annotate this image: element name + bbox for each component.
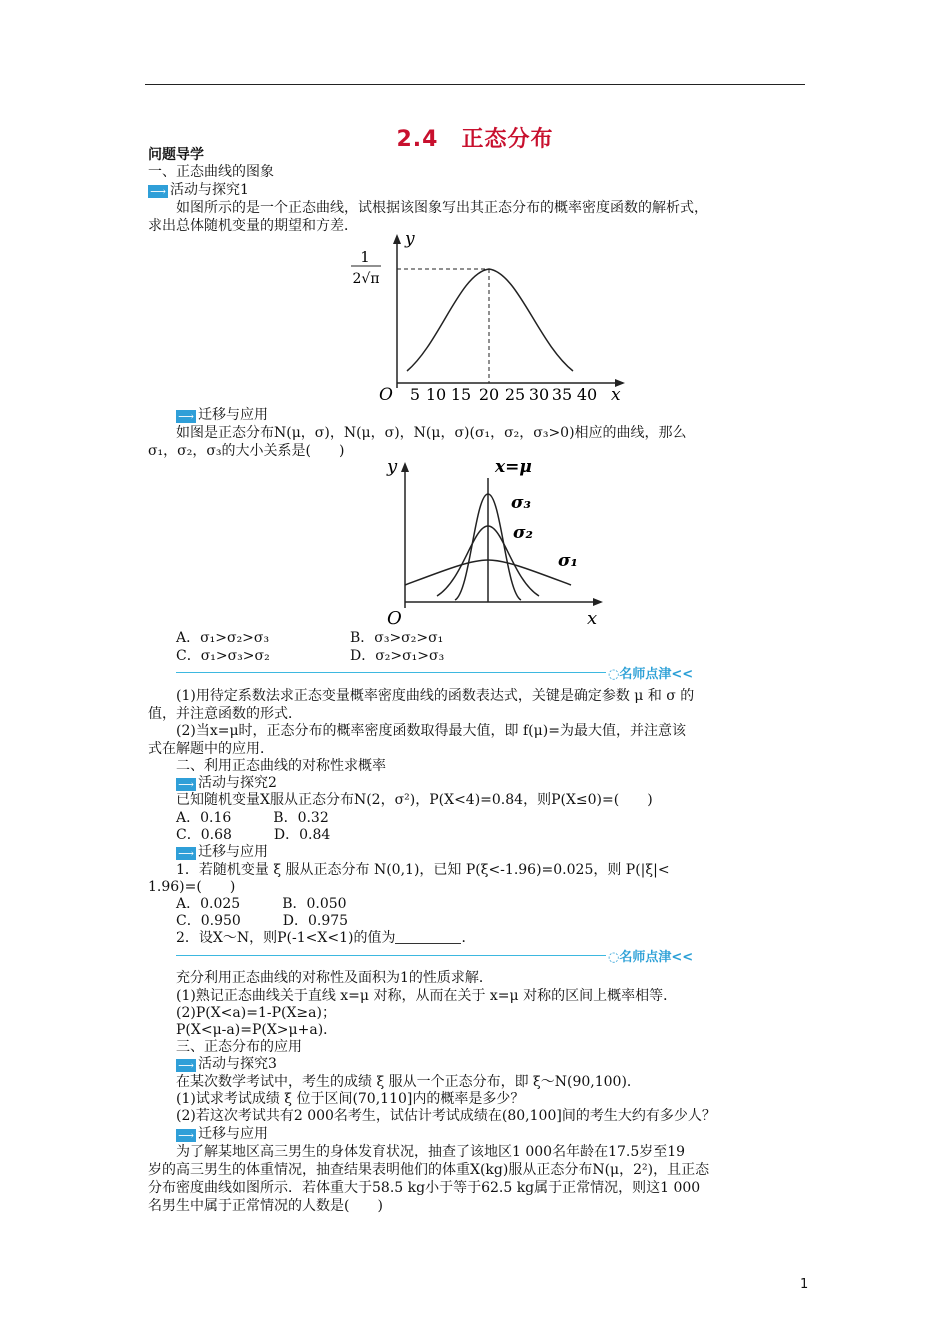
activity-label-2: ⟶ 活动与探究2 <box>176 774 277 792</box>
tick-30: 30 <box>528 385 550 404</box>
density-curve <box>407 269 573 371</box>
arrow-icon: ⟶ <box>176 1059 196 1072</box>
origin-label: O <box>387 608 402 629</box>
t1-option-c: C．σ₁>σ₃>σ₂ <box>176 648 270 664</box>
transfer-label-1: ⟶ 迁移与应用 <box>176 406 268 424</box>
y-axis-arrow-icon <box>393 234 401 244</box>
tip-banner-1 <box>176 666 706 680</box>
t2-line-1: 1．若随机变量 ξ 服从正态分布 N(0,1)，已知 P(ξ<-1.96)=0.025，则 P(|ξ|< <box>176 862 670 878</box>
origin-label: O <box>379 385 393 405</box>
tick-5: 5 <box>409 385 421 404</box>
y-axis-label: y <box>405 229 415 249</box>
transfer-label-2: ⟶ 迁移与应用 <box>176 843 268 861</box>
activity-label-1: ⟶ 活动与探究1 <box>148 181 249 199</box>
t2-line-3: 2．设X～N，则P(-1<X<1)的值为 ． <box>176 930 476 946</box>
tip-rule <box>176 955 606 956</box>
arrow-icon: ⟶ <box>176 410 196 423</box>
t3-line-3: 分布密度曲线如图所示．若体重大于58.5 kg小于等于62.5 kg属于正常情况，则这1 000 <box>148 1180 701 1196</box>
tip1-line-2: 值，并注意函数的形式． <box>148 706 302 722</box>
t1-option-d: D．σ₂>σ₁>σ₃ <box>350 648 445 664</box>
a2-options-cd: C．0.68 D．0.84 <box>176 827 331 843</box>
tick-20: 20 <box>478 385 500 404</box>
tip-label: ◌名师点津<< <box>608 950 694 965</box>
tip1-line-4: 式在解题中的应用． <box>148 741 274 757</box>
t1-line-2: σ₁，σ₂，σ₃的大小关系是( ) <box>148 443 345 459</box>
arrow-icon: ⟶ <box>176 778 196 791</box>
x-axis-label: x <box>587 608 598 629</box>
section-heading-1: 一、正态曲线的图象 <box>148 164 274 180</box>
peak-numerator: 1 <box>360 248 370 266</box>
sigma-2-label: σ₂ <box>513 523 533 543</box>
arrow-icon: ⟶ <box>176 1129 196 1142</box>
tick-10: 10 <box>425 385 447 404</box>
t2-options-cd: C．0.950 D．0.975 <box>176 913 349 929</box>
tick-40: 40 <box>576 385 598 404</box>
tick-25: 25 <box>504 385 526 404</box>
figure-three-curves <box>375 452 615 630</box>
peak-denominator: 2√π <box>352 271 380 287</box>
transfer-label-3: ⟶ 迁移与应用 <box>176 1125 268 1143</box>
a1-line-1: 如图所示的是一个正态曲线，试根据该图象写出其正态分布的概率密度函数的解析式， <box>176 200 708 216</box>
tip-banner-2 <box>176 949 706 963</box>
a2-options-ab: A．0.16 B．0.32 <box>176 810 329 826</box>
sigma-3-label: σ₃ <box>511 493 531 513</box>
tick-35: 35 <box>551 385 573 404</box>
tip2-line-2: (1)熟记正态曲线关于直线 x=μ 对称，从而在关于 x=μ 对称的区间上概率相等． <box>176 988 678 1004</box>
t3-line-2: 岁的高三男生的体重情况，抽查结果表明他们的体重X(kg)服从正态分布N(μ，2²)，且正态 <box>148 1162 710 1178</box>
tip2-line-1: 充分利用正态曲线的对称性及面积为1的性质求解． <box>176 970 493 986</box>
t3-line-4: 名男生中属于正常情况的人数是( ) <box>148 1198 383 1214</box>
tip1-line-1: (1)用待定系数法求正态变量概率密度曲线的函数表达式，关键是确定参数 μ 和 σ 的 <box>176 688 695 704</box>
tip-rule <box>176 672 606 673</box>
arrow-icon: ⟶ <box>176 847 196 860</box>
a2-line-1: 已知随机变量X服从正态分布N(2，σ²)，P(X<4)=0.84，则P(X≤0)=( ) <box>176 792 653 808</box>
tip-label: ◌名师点津<< <box>608 667 694 682</box>
a1-line-2: 求出总体随机变量的期望和方差． <box>148 218 358 234</box>
figure-normal-curve <box>345 228 635 408</box>
activity-label-3: ⟶ 活动与探究3 <box>176 1055 277 1073</box>
tip1-line-3: (2)当x=μ时，正态分布的概率密度函数取得最大值，即 f(μ)=为最大值，并注意该 <box>176 723 686 739</box>
t1-line-1: 如图是正态分布N(μ，σ)，N(μ，σ)，N(μ，σ)(σ₁，σ₂，σ₃>0)相应的曲线，那么 <box>176 425 687 441</box>
tick-15: 15 <box>450 385 472 404</box>
t1-option-a: A．σ₁>σ₂>σ₃ <box>176 630 270 646</box>
x-axis-arrow-icon <box>593 598 603 606</box>
y-axis-arrow-icon <box>401 462 409 472</box>
t2-line-2: 1.96)=( ) <box>148 879 236 895</box>
page-number: 1 <box>800 1277 809 1292</box>
t3-line-1: 为了解某地区高三男生的身体发育状况，抽查了该地区1 000名年龄在17.5岁至19 <box>176 1144 686 1160</box>
tip2-line-4: P(X<μ-a)=P(X>μ+a)． <box>176 1022 338 1038</box>
x-axis-label: x <box>611 385 621 405</box>
tip2-line-3: (2)P(X<a)=1-P(X≥a)； <box>176 1005 336 1021</box>
section-heading-3: 三、正态分布的应用 <box>176 1039 302 1055</box>
t2-options-ab: A．0.025 B．0.050 <box>176 896 347 912</box>
a3-line-2: (1)试求考试成绩 ξ 位于区间(70,110]内的概率是多少？ <box>176 1091 525 1107</box>
page-title: 2.4 正态分布 <box>396 127 554 152</box>
mean-line-label: x=μ <box>495 457 532 477</box>
section-heading-2: 二、利用正态曲线的对称性求概率 <box>176 758 386 774</box>
section-guide: 问题导学 <box>148 147 204 163</box>
a3-line-3: (2)若这次考试共有2 000名考生，试估计考试成绩在(80,100]间的考生大约有多少人？ <box>176 1108 716 1124</box>
sigma-1-label: σ₁ <box>558 551 578 571</box>
arrow-icon: ⟶ <box>148 185 168 198</box>
answer-blank[interactable] <box>395 931 461 944</box>
a3-line-1: 在某次数学考试中，考生的成绩 ξ 服从一个正态分布，即 ξ～N(90,100)． <box>176 1074 641 1090</box>
header-rule <box>145 84 805 85</box>
y-axis-label: y <box>387 456 398 477</box>
t1-option-b: B．σ₃>σ₂>σ₁ <box>350 630 444 646</box>
